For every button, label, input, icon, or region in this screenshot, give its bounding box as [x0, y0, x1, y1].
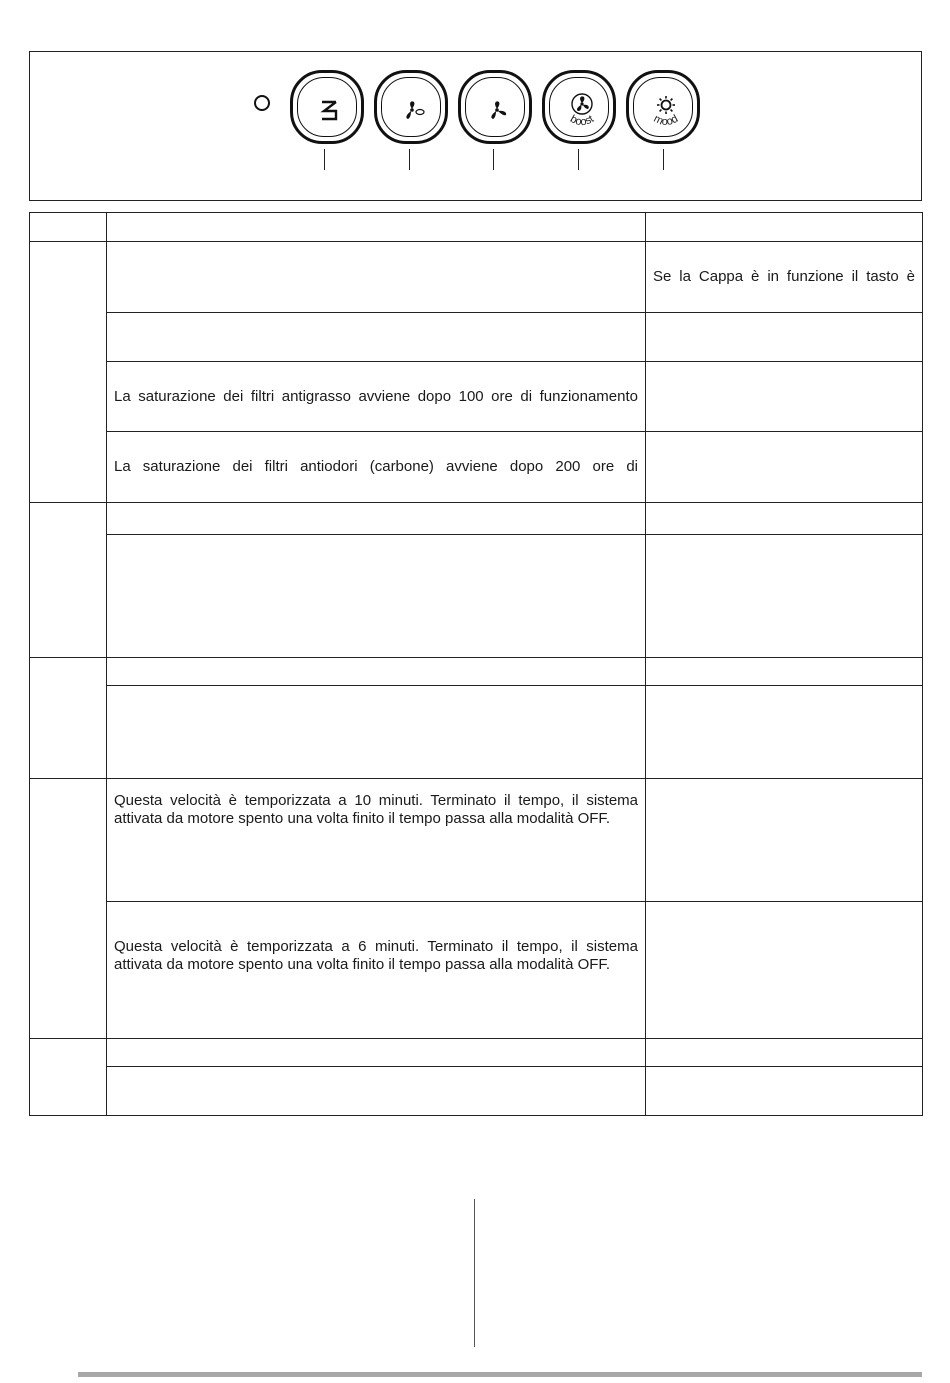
table-row: [30, 503, 923, 535]
table-cell: [646, 313, 923, 362]
table-cell: [107, 313, 646, 362]
table-cell: [646, 362, 923, 432]
table-row: [30, 432, 923, 503]
table-cell: [107, 686, 646, 779]
table-cell: [107, 535, 646, 658]
table-cell: [107, 242, 646, 313]
power-button[interactable]: [290, 70, 364, 144]
table-cell: [30, 242, 107, 503]
footer-bar: [78, 1372, 922, 1377]
table-row: [30, 1067, 923, 1116]
column-divider: [474, 1199, 475, 1347]
table-cell: [107, 503, 646, 535]
table-cell: La saturazione dei filtri antigrasso avviene dopo 100 ore di funzionamento: [107, 362, 646, 432]
table-row: [30, 779, 923, 902]
table-cell: [107, 213, 646, 242]
table-cell: [646, 779, 923, 902]
light-mood-icon: [629, 73, 703, 147]
table-cell: [30, 779, 107, 1039]
table-cell: [646, 213, 923, 242]
table-cell: [30, 658, 107, 779]
callout-line: [324, 149, 325, 170]
table-cell: [107, 658, 646, 686]
table-row: [30, 1039, 923, 1067]
text-line: attivata da motore spento una volta finito il tempo passa alla modalità OFF.: [114, 810, 611, 827]
table-row: [30, 902, 923, 1039]
table-cell: [646, 1039, 923, 1067]
power-s-icon: [293, 73, 367, 147]
table-row: [30, 658, 923, 686]
callout-line: [663, 149, 664, 170]
table-row: [30, 242, 923, 313]
table-cell: [646, 658, 923, 686]
table-row: [30, 686, 923, 779]
table-cell: [107, 779, 646, 902]
table-cell: Se la Cappa è in funzione il tasto è: [646, 242, 923, 313]
table-cell: [646, 686, 923, 779]
boost-label: boost: [568, 112, 596, 129]
table-cell: [646, 503, 923, 535]
table-cell: [646, 902, 923, 1039]
speed-2-button[interactable]: [458, 70, 532, 144]
mood-label: mood: [651, 112, 681, 129]
table-cell: [107, 1039, 646, 1067]
fan-speed-1-icon: [377, 73, 451, 147]
fan-boost-icon: [545, 73, 619, 147]
table-cell: [30, 503, 107, 658]
operations-table: [29, 212, 923, 1116]
table-cell: [107, 1067, 646, 1116]
indicator-led-icon: [254, 95, 270, 111]
boost-button[interactable]: [542, 70, 616, 144]
table-cell: La saturazione dei filtri antiodori (carbone) avviene dopo 200 ore di: [107, 432, 646, 503]
text-line: Questa velocità è temporizzata a 10 minuti. Terminato il tempo, il sistema: [114, 792, 638, 809]
table-row: [30, 362, 923, 432]
table-cell: [646, 1067, 923, 1116]
table-cell: [30, 1039, 107, 1116]
table-cell: [30, 213, 107, 242]
table-row: [30, 313, 923, 362]
table-cell: [646, 432, 923, 503]
mood-button[interactable]: [626, 70, 700, 144]
text-line: attivata da motore spento una volta finito il tempo passa alla modalità OFF.: [114, 956, 611, 973]
callout-line: [578, 149, 579, 170]
speed-1-button[interactable]: [374, 70, 448, 144]
table-row: [30, 535, 923, 658]
callout-line: [409, 149, 410, 170]
text-line: Questa velocità è temporizzata a 6 minuti. Terminato il tempo, il sistema: [114, 938, 638, 955]
table-cell: [646, 535, 923, 658]
table-header-row: [30, 213, 923, 242]
table-cell: [107, 902, 646, 1039]
fan-speed-2-icon: [461, 73, 535, 147]
callout-line: [493, 149, 494, 170]
